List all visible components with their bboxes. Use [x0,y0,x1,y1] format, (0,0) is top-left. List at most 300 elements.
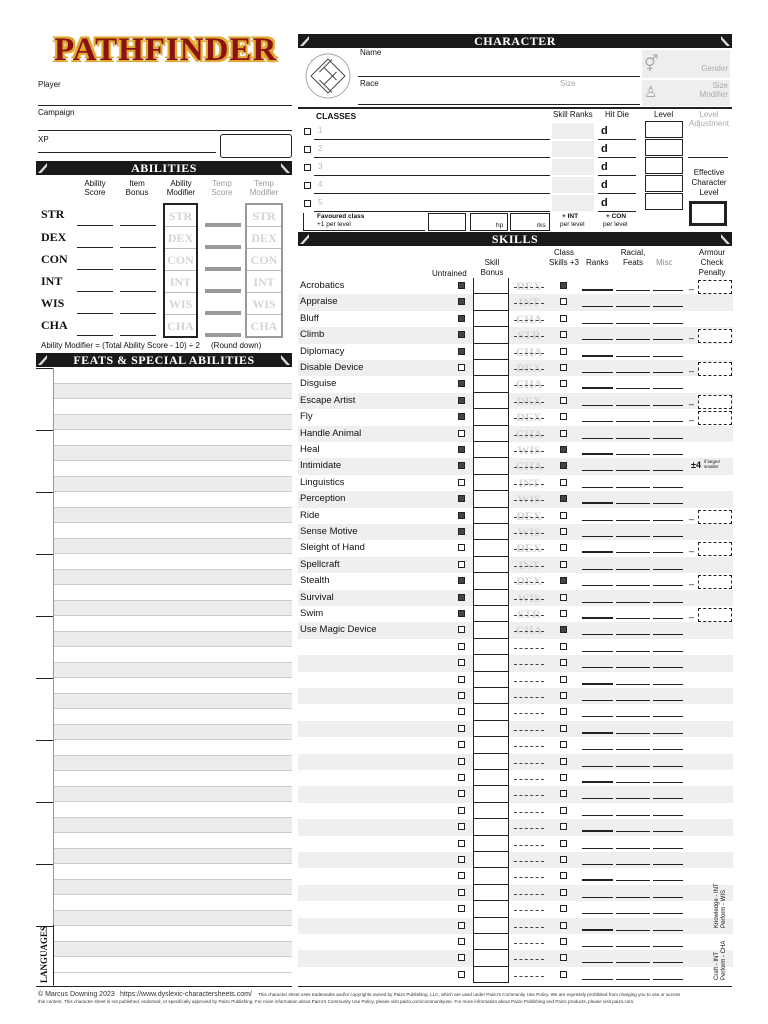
racial-feats-field[interactable] [616,569,650,570]
class-skill-checkbox[interactable] [560,348,567,355]
ranks-field[interactable] [582,339,613,340]
wis-temp-modifier-field[interactable]: WIS [247,293,281,315]
skill-ability-field[interactable]: CHA [515,623,543,638]
class-skill-checkbox[interactable] [560,282,567,289]
skill-ability-field[interactable]: INT [518,557,540,572]
untrained-checkbox[interactable] [458,840,465,847]
xp-next-box[interactable] [220,134,292,158]
skill-bonus-field[interactable] [473,360,509,376]
ranks-field[interactable] [582,651,613,652]
item-bonus-field[interactable] [120,247,156,248]
untrained-checkbox[interactable] [458,364,465,371]
skill-bonus-field[interactable] [473,606,509,622]
feat-row[interactable] [54,895,292,911]
class-checkbox[interactable] [304,164,311,171]
racial-feats-field[interactable] [616,667,650,668]
ranks-field[interactable] [582,781,613,783]
skill-ranks-field[interactable] [552,123,594,139]
class-skill-checkbox[interactable] [560,758,567,765]
misc-field[interactable] [653,585,683,586]
misc-field[interactable] [653,454,683,455]
class-level-box[interactable] [645,121,683,138]
racial-feats-field[interactable] [616,618,650,619]
untrained-checkbox[interactable] [458,397,465,404]
skill-bonus-field[interactable] [473,934,509,950]
skill-ability-field[interactable]: WIS [517,492,541,507]
untrained-checkbox[interactable] [458,626,465,633]
class-checkbox[interactable] [304,146,311,153]
class-skill-checkbox[interactable] [560,512,567,519]
class-skill-checkbox[interactable] [560,594,567,601]
misc-field[interactable] [653,766,683,767]
racial-feats-field[interactable] [616,552,650,553]
feat-row[interactable] [54,399,292,415]
skill-bonus-field[interactable] [473,442,509,458]
str-modifier-field[interactable]: STR [165,205,196,227]
class-skill-checkbox[interactable] [560,872,567,879]
class-skill-checkbox[interactable] [560,462,567,469]
hit-die-field[interactable] [598,193,636,194]
hit-die-field[interactable] [598,175,636,176]
ranks-field[interactable] [582,405,613,406]
misc-field[interactable] [653,716,683,717]
skill-bonus-field[interactable] [473,294,509,310]
skill-bonus-field[interactable] [473,491,509,507]
skill-bonus-field[interactable] [473,344,509,360]
untrained-checkbox[interactable] [458,430,465,437]
class-checkbox[interactable] [304,200,311,207]
misc-field[interactable] [653,405,683,406]
misc-field[interactable] [653,372,683,373]
skill-ability-field[interactable]: STR [517,607,541,621]
racial-feats-field[interactable] [616,470,650,471]
skill-ability-field[interactable]: INT [518,295,540,310]
feat-row[interactable] [54,368,292,384]
temp-score-field[interactable] [205,311,241,315]
class-skill-checkbox[interactable] [560,922,567,929]
ranks-field[interactable] [582,355,613,357]
feat-row[interactable] [54,616,292,632]
skill-bonus-field[interactable] [473,868,509,884]
racial-feats-field[interactable] [616,651,650,652]
class-skill-checkbox[interactable] [560,380,567,387]
class-skill-checkbox[interactable] [560,889,567,896]
racial-feats-field[interactable] [616,962,650,963]
armour-check-penalty-field[interactable] [698,411,732,425]
ranks-field[interactable] [582,502,613,504]
untrained-checkbox[interactable] [458,577,465,584]
armour-check-penalty-field[interactable] [698,608,732,622]
skill-ability-field[interactable]: CHA [515,426,543,441]
class-skill-checkbox[interactable] [560,741,567,748]
ranks-field[interactable] [582,879,613,881]
skill-bonus-field[interactable] [473,672,509,688]
ranks-field[interactable] [582,798,613,799]
item-bonus-field[interactable] [120,269,156,270]
ranks-field[interactable] [582,864,613,865]
untrained-checkbox[interactable] [458,971,465,978]
misc-field[interactable] [653,897,683,898]
racial-feats-field[interactable] [616,815,650,816]
armour-check-penalty-field[interactable] [698,329,732,343]
skill-ranks-field[interactable] [552,159,594,175]
ranks-field[interactable] [582,667,613,668]
untrained-checkbox[interactable] [458,807,465,814]
untrained-checkbox[interactable] [458,774,465,781]
skill-ranks-field[interactable] [552,195,594,211]
skill-bonus-field[interactable] [473,590,509,606]
misc-field[interactable] [653,930,683,931]
feat-row[interactable] [54,554,292,570]
misc-field[interactable] [653,306,683,307]
skill-ability-field[interactable]: DEX [516,541,542,556]
untrained-checkbox[interactable] [458,741,465,748]
ranks-field[interactable] [582,929,613,931]
skill-bonus-field[interactable] [473,311,509,327]
untrained-checkbox[interactable] [458,889,465,896]
ranks-field[interactable] [582,372,613,373]
class-skill-checkbox[interactable] [560,397,567,404]
feat-row[interactable] [54,694,292,710]
feat-row[interactable] [54,911,292,927]
racial-feats-field[interactable] [616,782,650,783]
ranks-field[interactable] [582,536,613,537]
cha-temp-modifier-field[interactable]: CHA [250,319,278,333]
racial-feats-field[interactable] [616,979,650,980]
misc-field[interactable] [653,503,683,504]
con-temp-modifier-field[interactable]: CON [247,249,281,271]
racial-feats-field[interactable] [616,306,650,307]
feat-row[interactable] [54,585,292,601]
skill-bonus-field[interactable] [473,557,509,573]
class-skill-checkbox[interactable] [560,856,567,863]
favoured-hp-box[interactable] [428,213,466,231]
misc-field[interactable] [653,749,683,750]
racial-feats-field[interactable] [616,634,650,635]
misc-field[interactable] [653,848,683,849]
ranks-field[interactable] [582,634,613,635]
misc-field[interactable] [653,831,683,832]
class-skill-checkbox[interactable] [560,725,567,732]
ranks-field[interactable] [582,897,613,898]
feat-row[interactable] [54,818,292,834]
skill-bonus-field[interactable] [473,688,509,704]
item-bonus-field[interactable] [120,225,156,226]
racial-feats-field[interactable] [616,454,650,455]
class-skill-checkbox[interactable] [560,331,567,338]
untrained-checkbox[interactable] [458,659,465,666]
ability-score-field[interactable] [77,291,113,292]
feat-row[interactable] [54,663,292,679]
skill-bonus-field[interactable] [473,967,509,983]
class-skill-checkbox[interactable] [560,905,567,912]
racial-feats-field[interactable] [616,388,650,389]
misc-field[interactable] [653,733,683,734]
racial-feats-field[interactable] [616,503,650,504]
skill-bonus-field[interactable] [473,278,509,294]
class-skill-checkbox[interactable] [560,479,567,486]
ranks-field[interactable] [582,716,613,717]
racial-feats-field[interactable] [616,438,650,439]
class-skill-checkbox[interactable] [560,692,567,699]
ranks-field[interactable] [582,749,613,750]
misc-field[interactable] [653,618,683,619]
int-temp-modifier-field[interactable]: INT [247,271,281,293]
ranks-field[interactable] [582,438,613,439]
racial-feats-field[interactable] [616,700,650,701]
class-level-box[interactable] [645,193,683,210]
feat-row[interactable] [54,864,292,880]
racial-feats-field[interactable] [616,421,650,422]
untrained-checkbox[interactable] [458,348,465,355]
armour-check-penalty-field[interactable] [698,510,732,524]
feat-row[interactable] [54,647,292,663]
racial-feats-field[interactable] [616,602,650,603]
feat-row[interactable] [54,523,292,539]
feat-row[interactable] [54,384,292,400]
misc-field[interactable] [653,815,683,816]
ranks-field[interactable] [582,551,613,553]
racial-feats-field[interactable] [616,946,650,947]
class-skill-checkbox[interactable] [560,413,567,420]
racial-feats-field[interactable] [616,520,650,521]
skill-ability-field[interactable]: CHA [515,459,543,474]
feat-row[interactable] [54,771,292,787]
class-skill-checkbox[interactable] [560,626,567,633]
feat-row[interactable] [54,849,292,865]
misc-field[interactable] [653,798,683,799]
wis-modifier-field[interactable]: WIS [165,293,196,315]
ranks-field[interactable] [582,815,613,816]
racial-feats-field[interactable] [616,766,650,767]
misc-field[interactable] [653,700,683,701]
racial-feats-field[interactable] [616,290,650,291]
untrained-checkbox[interactable] [458,462,465,469]
untrained-checkbox[interactable] [458,692,465,699]
item-bonus-field[interactable] [120,313,156,314]
armour-check-penalty-field[interactable] [698,395,732,409]
class-name-field[interactable] [314,175,550,176]
class-skill-checkbox[interactable] [560,446,567,453]
dex-modifier-field[interactable]: DEX [165,227,196,249]
skill-bonus-field[interactable] [473,852,509,868]
misc-field[interactable] [653,421,683,422]
feat-row[interactable] [54,740,292,756]
ranks-field[interactable] [582,487,613,488]
ranks-field[interactable] [582,470,613,471]
racial-feats-field[interactable] [616,536,650,537]
ranks-field[interactable] [582,700,613,701]
misc-field[interactable] [653,356,683,357]
class-skill-checkbox[interactable] [560,430,567,437]
class-skill-checkbox[interactable] [560,544,567,551]
skill-bonus-field[interactable] [473,327,509,343]
feat-row[interactable] [54,632,292,648]
temp-score-field[interactable] [205,267,241,271]
skill-ranks-field[interactable] [552,141,594,157]
class-skill-checkbox[interactable] [560,676,567,683]
misc-field[interactable] [653,634,683,635]
ability-score-field[interactable] [77,225,113,226]
class-skill-checkbox[interactable] [560,774,567,781]
class-skill-checkbox[interactable] [560,708,567,715]
misc-field[interactable] [653,979,683,980]
racial-feats-field[interactable] [616,716,650,717]
class-skill-checkbox[interactable] [560,315,567,322]
class-skill-checkbox[interactable] [560,364,567,371]
footer-url[interactable]: https://www.dyslexic-charactersheets.com/ [120,991,252,998]
skill-bonus-field[interactable] [473,508,509,524]
temp-score-field[interactable] [205,333,241,337]
feat-row[interactable] [54,415,292,431]
misc-field[interactable] [653,569,683,570]
misc-field[interactable] [653,323,683,324]
skill-bonus-field[interactable] [473,770,509,786]
untrained-checkbox[interactable] [458,725,465,732]
str-temp-modifier-field[interactable]: STR [247,205,281,227]
skill-bonus-field[interactable] [473,885,509,901]
untrained-checkbox[interactable] [458,790,465,797]
con-modifier-field[interactable]: CON [165,249,196,271]
skill-ability-field[interactable]: CHA [515,344,543,359]
skill-bonus-field[interactable] [473,754,509,770]
ranks-field[interactable] [582,962,613,963]
ranks-field[interactable] [582,732,613,734]
class-level-box[interactable] [645,157,683,174]
racial-feats-field[interactable] [616,487,650,488]
misc-field[interactable] [653,962,683,963]
ranks-field[interactable] [582,306,613,307]
untrained-checkbox[interactable] [458,298,465,305]
skill-bonus-field[interactable] [473,918,509,934]
untrained-checkbox[interactable] [458,561,465,568]
feat-row[interactable] [54,570,292,586]
class-checkbox[interactable] [304,128,311,135]
class-skill-checkbox[interactable] [560,561,567,568]
class-skill-checkbox[interactable] [560,528,567,535]
untrained-checkbox[interactable] [458,331,465,338]
untrained-checkbox[interactable] [458,413,465,420]
ability-score-field[interactable] [77,247,113,248]
ranks-field[interactable] [582,453,613,455]
misc-field[interactable] [653,913,683,914]
racial-feats-field[interactable] [616,864,650,865]
class-skill-checkbox[interactable] [560,659,567,666]
class-skill-checkbox[interactable] [560,298,567,305]
class-skill-checkbox[interactable] [560,954,567,961]
skill-ability-field[interactable]: CHA [515,377,543,392]
racial-feats-field[interactable] [616,897,650,898]
skill-bonus-field[interactable] [473,819,509,835]
racial-feats-field[interactable] [616,798,650,799]
ranks-field[interactable] [582,617,613,619]
class-name-field[interactable] [314,157,550,158]
racial-feats-field[interactable] [616,749,650,750]
class-name-field[interactable] [314,193,550,194]
feat-row[interactable] [54,787,292,803]
untrained-checkbox[interactable] [458,282,465,289]
racial-feats-field[interactable] [616,356,650,357]
misc-field[interactable] [653,487,683,488]
ability-score-field[interactable] [77,269,113,270]
misc-field[interactable] [653,388,683,389]
skill-ranks-field[interactable] [552,177,594,193]
racial-feats-field[interactable] [616,339,650,340]
temp-score-field[interactable] [205,245,241,249]
untrained-checkbox[interactable] [458,479,465,486]
skill-bonus-field[interactable] [473,426,509,442]
ranks-field[interactable] [582,946,613,947]
ranks-field[interactable] [582,387,613,389]
ranks-field[interactable] [582,979,613,980]
class-skill-checkbox[interactable] [560,495,567,502]
class-skill-checkbox[interactable] [560,643,567,650]
misc-field[interactable] [653,946,683,947]
skill-ability-field[interactable]: DEX [516,361,542,375]
class-level-box[interactable] [645,139,683,156]
skill-ability-field[interactable]: DEX [516,410,542,425]
racial-feats-field[interactable] [616,585,650,586]
ability-score-field[interactable] [77,313,113,314]
skill-bonus-field[interactable] [473,901,509,917]
misc-field[interactable] [653,552,683,553]
racial-feats-field[interactable] [616,405,650,406]
skill-bonus-field[interactable] [473,475,509,491]
armour-check-penalty-field[interactable] [698,362,732,376]
misc-field[interactable] [653,290,683,291]
misc-field[interactable] [653,667,683,668]
class-skill-checkbox[interactable] [560,790,567,797]
skill-ability-field[interactable]: CHA [515,311,543,326]
skill-bonus-field[interactable] [473,704,509,720]
skill-bonus-field[interactable] [473,540,509,556]
feat-row[interactable] [54,926,292,942]
skill-bonus-field[interactable] [473,639,509,655]
misc-field[interactable] [653,602,683,603]
skill-ability-field[interactable]: STR [517,328,541,343]
untrained-checkbox[interactable] [458,938,465,945]
untrained-checkbox[interactable] [458,380,465,387]
racial-feats-field[interactable] [616,831,650,832]
skill-bonus-field[interactable] [473,803,509,819]
feat-row[interactable] [54,802,292,818]
misc-field[interactable] [653,438,683,439]
feat-row[interactable] [54,461,292,477]
untrained-checkbox[interactable] [458,823,465,830]
int-modifier-field[interactable]: INT [165,271,196,293]
skill-bonus-field[interactable] [473,786,509,802]
class-skill-checkbox[interactable] [560,610,567,617]
item-bonus-field[interactable] [120,291,156,292]
feat-row[interactable] [54,880,292,896]
untrained-checkbox[interactable] [458,954,465,961]
skill-bonus-field[interactable] [473,721,509,737]
racial-feats-field[interactable] [616,848,650,849]
skill-bonus-field[interactable] [473,655,509,671]
misc-field[interactable] [653,470,683,471]
skill-ability-field[interactable]: WIS [517,525,541,539]
class-name-field[interactable] [314,211,550,212]
skill-ability-field[interactable]: WIS [517,590,541,605]
ranks-field[interactable] [582,913,613,914]
untrained-checkbox[interactable] [458,495,465,502]
skill-bonus-field[interactable] [473,458,509,474]
misc-field[interactable] [653,684,683,685]
ranks-field[interactable] [582,421,613,422]
ability-score-field[interactable] [77,335,113,336]
skill-bonus-field[interactable] [473,524,509,540]
untrained-checkbox[interactable] [458,544,465,551]
